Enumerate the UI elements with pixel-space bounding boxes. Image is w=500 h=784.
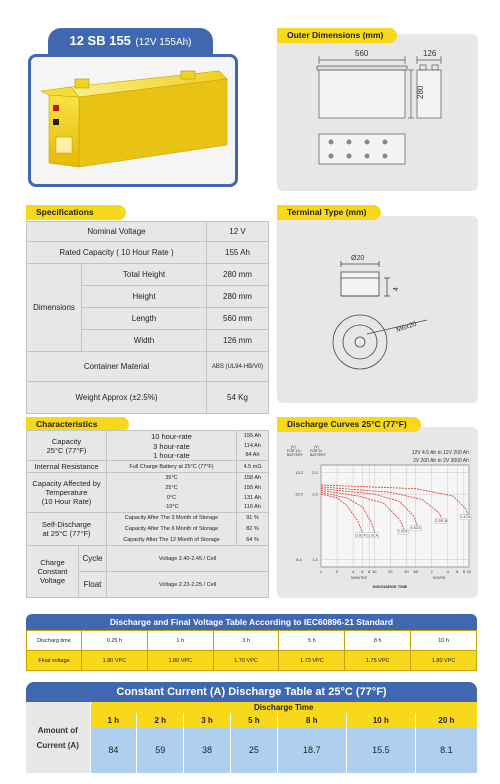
x-tick-label: 6 xyxy=(456,569,459,574)
final-voltage-cell: 1.70 VPC xyxy=(213,651,279,671)
self-discharge-label-cell xyxy=(27,513,107,546)
x-tick-label: 20 xyxy=(388,569,393,574)
rated-capacity-label: Rated Capacity ( 10 Hour Rate ) xyxy=(27,242,207,264)
y-head-2v-a: (V) xyxy=(314,445,319,449)
plot-area xyxy=(321,465,469,567)
dimensions-label: Dimensions xyxy=(27,264,82,352)
y-tick-12v: 12.0 xyxy=(295,491,303,497)
hour-header: 3 h xyxy=(184,713,231,727)
current-side-label-1: Amount of xyxy=(37,725,78,735)
y-head-2v-b: FOR 2v xyxy=(310,449,323,453)
specifications-tag: Specifications xyxy=(26,205,126,220)
y-head-12v-c: BATTERY xyxy=(287,453,303,457)
self-discharge-3m-value: 91 % xyxy=(237,513,269,524)
weight-value: 54 Kg xyxy=(207,382,269,414)
series-label: 0.25CA xyxy=(435,518,448,523)
y-tick-12v: 13.2 xyxy=(295,469,303,475)
charge-voltage-label-3: Voltage xyxy=(39,576,66,585)
internal-resistance-cond: Full Charge Battery at 25°C (77°F) xyxy=(107,461,237,473)
nominal-voltage-value: 12 V xyxy=(207,222,269,242)
y-tick-2v: 1.4 xyxy=(312,557,318,563)
final-voltage-cell: 1.80 VPC xyxy=(147,651,213,671)
temp-25-value: 155 Ah xyxy=(237,483,269,493)
current-table-title: Constant Current (A) Discharge Table at 25°C (77°F) xyxy=(26,682,477,702)
current-side-label xyxy=(26,702,90,773)
charge-voltage-label-cell xyxy=(27,546,79,598)
length-label: Length xyxy=(82,308,207,330)
temp-0: 0°C xyxy=(107,493,237,503)
x-tick-label: 4 xyxy=(446,569,449,574)
series-label: 2.0CA xyxy=(368,533,378,538)
x-tick-label: 1 xyxy=(319,569,323,574)
series-label: 0.6CA xyxy=(410,526,421,531)
final-voltage-cell: 1.80 VPC xyxy=(82,651,148,671)
current-value: 15.5 xyxy=(346,727,415,773)
current-value: 38 xyxy=(184,727,231,773)
x-tick-label: 8 xyxy=(462,569,465,574)
temp-label-1: Capacity Affected by xyxy=(32,479,101,488)
self-discharge-label-1: Self-Discharge xyxy=(41,520,92,529)
current-value: 18.7 xyxy=(277,727,346,773)
outer-dimensions-drawing xyxy=(277,34,478,191)
nominal-voltage-label: Nominal Voltage xyxy=(27,222,207,242)
weight-label: Weight Approx (±2.5%) xyxy=(27,382,207,414)
rate-1-label: 1 hour-rate xyxy=(107,451,237,461)
y-head-12v-b: FOR 12v xyxy=(287,449,302,453)
final-voltage-cell: 1.75 VPC xyxy=(345,651,411,671)
length-value: 560 mm xyxy=(207,308,269,330)
charge-voltage-label-1: Charge xyxy=(40,558,65,567)
terminal-thread: M6x20 xyxy=(395,320,418,334)
dim-height: 280 xyxy=(416,85,425,99)
x-tick-label: 4 xyxy=(351,569,355,574)
total-height-label: Total Height xyxy=(82,264,207,286)
hour-header: 20 h xyxy=(438,715,455,725)
final-voltage-label: Final voltage xyxy=(27,651,82,671)
x-tick-label: 40 xyxy=(404,569,409,574)
capacity-label-cell xyxy=(27,431,107,461)
cycle-value: Voltage 2.40-2.45 / Cell xyxy=(107,546,269,572)
y-tick-2v: 2.2 xyxy=(312,469,318,475)
x-tick-label: 10 xyxy=(466,569,472,574)
battery-photo xyxy=(28,54,238,187)
series-label: 1.0CA xyxy=(397,529,408,534)
discharge-time-cell: 8 h xyxy=(345,631,411,651)
discharge-time-cell: 0.25 h xyxy=(82,631,148,651)
rate-10-value: 155 Ah xyxy=(237,431,269,442)
charge-voltage-label-2: Constant xyxy=(37,567,68,576)
current-value: 25 xyxy=(230,727,277,773)
current-value: 84 xyxy=(90,727,137,773)
temp-25: 25°C xyxy=(107,483,237,493)
float-value: Voltage 2.23-2.25 / Cell xyxy=(107,572,269,598)
current-value: 59 xyxy=(137,727,184,773)
y-head-12v-a: (V) xyxy=(291,445,296,449)
container-label: Container Material xyxy=(27,352,207,382)
x-tick-label: 2 xyxy=(335,569,339,574)
current-side-label-2: Current (A) xyxy=(36,740,79,750)
series-label: 3.0CA xyxy=(355,533,366,538)
battery-illustration xyxy=(31,57,235,184)
dim-width: 126 xyxy=(423,49,437,58)
y-head-2v-c: BATTERY xyxy=(310,453,326,457)
discharge-time-cell: 3 h xyxy=(213,631,279,651)
product-rating: (12V 155Ah) xyxy=(135,37,192,48)
temp-label-2: Temperature xyxy=(45,488,88,497)
x-tick-label: 8 xyxy=(367,569,371,574)
capacity-temp: 25°C (77°F) xyxy=(46,445,87,455)
height-value: 280 mm xyxy=(207,286,269,308)
voltage-table-title: Discharge and Final Voltage Table According to IEC60896-21 Standard xyxy=(26,614,477,630)
rate-1-value: 84 Ah xyxy=(237,451,269,461)
voltage-table xyxy=(26,630,477,671)
final-voltage-cell: 1.73 VPC xyxy=(279,651,345,671)
x-axis-title: DISCHARGE TIME xyxy=(372,584,408,589)
height-label: Height xyxy=(82,286,207,308)
width-value: 126 mm xyxy=(207,330,269,352)
terminal-diameter: Ø20 xyxy=(351,255,365,262)
discharge-time-header: Discharge Time xyxy=(254,703,314,712)
x-tick-label: 2 xyxy=(430,569,433,574)
discharge-curves-chart xyxy=(277,427,478,598)
hour-header: 10 h xyxy=(346,713,415,727)
hour-header: 2 h xyxy=(137,713,184,727)
hour-header: 5 h xyxy=(230,713,277,727)
temp-0-value: 131 Ah xyxy=(237,493,269,503)
temp-minus-10: -10°C xyxy=(107,503,237,513)
specifications-table xyxy=(26,221,269,414)
hour-header: 1 h xyxy=(90,713,137,727)
curves-note-2: 2V 200 Ah to 2V 3000 Ah xyxy=(413,458,469,464)
container-value: ABS (UL94-HB/V0) xyxy=(207,352,269,382)
product-model: 12 SB 155 xyxy=(69,33,131,48)
characteristics-tag: Characteristics xyxy=(26,417,129,432)
x-tick-label: 10 xyxy=(372,569,377,574)
characteristics-table xyxy=(26,430,269,598)
temp-label-3: (10 Hour Rate) xyxy=(41,497,92,506)
rate-10-label: 10 hour-rate xyxy=(107,431,237,442)
self-discharge-6m: Capacity After The 6 Month of Storage xyxy=(107,524,237,535)
rate-3-label: 3 hour-rate xyxy=(107,442,237,451)
total-height-value: 280 mm xyxy=(207,264,269,286)
terminal-drawing xyxy=(277,216,478,403)
self-discharge-label-2: at 25°C (77°F) xyxy=(42,529,91,538)
self-discharge-3m: Capacity After The 3 Month of Storage xyxy=(107,513,237,524)
capacity-label: Capacity xyxy=(51,436,82,446)
series-label: 0.1CA xyxy=(460,515,471,520)
temp-minus-10-value: 116 Ah xyxy=(237,503,269,513)
self-discharge-12m-value: 64 % xyxy=(237,535,269,546)
temp-label-cell xyxy=(27,473,107,513)
discharge-time-cell: 10 h xyxy=(411,631,477,651)
discharge-time-label: Discharg time xyxy=(27,631,82,651)
x-tick-label: 60 xyxy=(413,569,418,574)
rated-capacity-value: 155 Ah xyxy=(207,242,269,264)
final-voltage-cell: 1.80 VPC xyxy=(411,651,477,671)
outer-dimensions-tag: Outer Dimensions (mm) xyxy=(277,28,397,43)
discharge-curves-tag: Discharge Curves 25°C (77°F) xyxy=(277,417,421,432)
minutes-label: MINUTES xyxy=(351,576,367,580)
float-label: Float xyxy=(79,572,107,598)
hour-header: 8 h xyxy=(277,713,346,727)
temp-35-value: 158 Ah xyxy=(237,473,269,483)
internal-resistance-value: 4.5 mΩ xyxy=(237,461,269,473)
internal-resistance-label: Internal Resistance xyxy=(27,461,107,473)
y-tick-2v: 2.0 xyxy=(312,491,318,497)
hours-label: HOURS xyxy=(432,576,446,580)
terminal-tag: Terminal Type (mm) xyxy=(277,205,381,220)
dim-length: 560 xyxy=(355,49,369,58)
y-tick-12v: 8.4 xyxy=(296,557,302,563)
temp-35: 35°C xyxy=(107,473,237,483)
cycle-label: Cycle xyxy=(79,546,107,572)
width-label: Width xyxy=(82,330,207,352)
self-discharge-6m-value: 82 % xyxy=(237,524,269,535)
current-value: 8.1 xyxy=(440,745,453,755)
discharge-time-cell: 1 h xyxy=(147,631,213,651)
rate-3-value: 114 Ah xyxy=(237,442,269,451)
self-discharge-12m: Capacity After The 12 Month of Storage xyxy=(107,535,237,546)
curves-note-1: 12V 4.5 Ah to 12V 200 Ah xyxy=(411,450,469,456)
current-table xyxy=(26,702,477,773)
x-tick-label: 6 xyxy=(361,569,364,574)
product-title xyxy=(48,28,213,54)
terminal-depth: 4 xyxy=(393,287,400,291)
discharge-time-cell: 5 h xyxy=(279,631,345,651)
